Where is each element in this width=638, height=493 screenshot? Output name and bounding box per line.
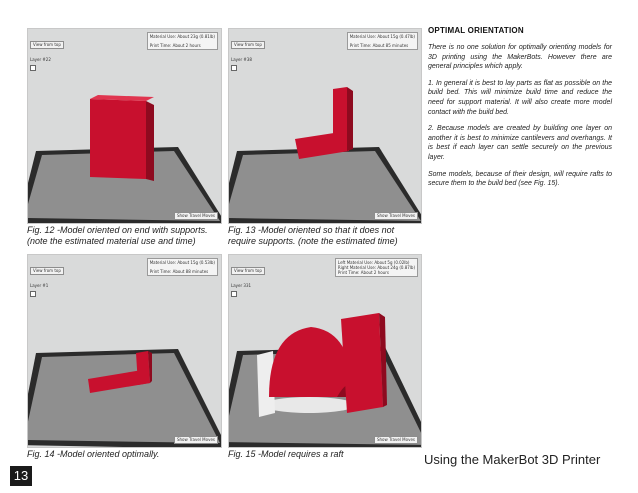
print-estimate-panel: [335, 258, 418, 277]
print-time-text: Print Time: About 2 hours: [337, 270, 389, 275]
show-travel-moves-button[interactable]: Show Travel Moves: [374, 436, 418, 444]
figure-15-scene: [229, 255, 421, 447]
print-estimate-panel: [147, 32, 218, 50]
material-use-text: Material Use: About 15g (0.53lb): [149, 260, 215, 265]
figure-14-screenshot: [27, 254, 222, 448]
page-number: 13: [10, 466, 32, 486]
material-use-text: Material Use: About 15g (0.47lb): [349, 34, 415, 39]
left-material-use-text: Left Material Use: About 5g (0.02lb): [337, 260, 410, 265]
view-from-top-button[interactable]: View from top: [231, 41, 265, 49]
figure-14-caption: [27, 449, 159, 460]
figure-12-screenshot: [27, 28, 222, 224]
layer-slider-handle[interactable]: [30, 65, 36, 71]
print-estimate-panel: [147, 258, 218, 276]
caption-line-1: Fig. 14 -Model oriented optimally.: [27, 449, 160, 459]
show-travel-moves-button[interactable]: Show Travel Moves: [174, 212, 218, 220]
figure-14-scene: [28, 255, 221, 447]
right-material-use-text: Right Material Use: About 24g (0.87lb): [337, 265, 415, 270]
print-time-text: Print Time: About 88 minutes: [149, 269, 209, 274]
show-travel-moves-button[interactable]: Show Travel Moves: [374, 212, 418, 220]
layer-slider-handle[interactable]: [30, 291, 36, 297]
layer-label: Layer 331: [231, 283, 252, 288]
view-from-top-button[interactable]: View from top: [30, 41, 64, 49]
layer-label: Layer #22: [30, 57, 51, 62]
layer-slider-handle[interactable]: [231, 65, 237, 71]
article-paragraph: 1. In general it is best to lay parts as flat as possible on the build bed. This will minimize build time and reduce the need for support material. It will also create more model contact with the build bed.: [428, 79, 612, 116]
print-estimate-panel: [347, 32, 418, 50]
figure-15-caption: [228, 449, 344, 460]
figure-13-scene: [229, 29, 421, 223]
article-paragraph: There is no one solution for optimally orienting models for 3D printing using the MakerBots. However there are general principles which apply.: [428, 44, 612, 71]
caption-line-2: require supports. (note the estimated time): [228, 236, 398, 246]
view-from-top-button[interactable]: View from top: [231, 267, 265, 275]
article-heading: OPTIMAL ORIENTATION: [428, 26, 524, 35]
document-title: Using the MakerBot 3D Printer: [424, 452, 601, 467]
material-use-text: Material Use: About 23g (0.81lb): [149, 34, 215, 39]
layer-slider-handle[interactable]: [231, 291, 237, 297]
caption-line-2: (note the estimated material use and time): [27, 236, 196, 246]
article: [428, 26, 612, 196]
figure-12-scene: [28, 29, 221, 223]
caption-line-1: Fig. 12 -Model oriented on end with supports.: [27, 225, 208, 235]
figure-13-caption: [228, 225, 398, 247]
figure-13-screenshot: [228, 28, 422, 224]
model-part: [341, 313, 383, 413]
model-part: [90, 99, 146, 179]
figure-15-screenshot: [228, 254, 422, 448]
layer-label: Layer #1: [30, 283, 49, 288]
article-paragraph: Some models, because of their design, will require rafts to secure them to the build bed (see Fig. 15).: [428, 170, 612, 188]
model-dome: [269, 327, 353, 397]
view-from-top-button[interactable]: View from top: [30, 267, 64, 275]
raft: [263, 397, 355, 413]
show-travel-moves-button[interactable]: Show Travel Moves: [174, 436, 218, 444]
caption-line-1: Fig. 15 -Model requires a raft: [228, 449, 344, 459]
print-time-text: Print Time: About 2 hours: [149, 43, 201, 48]
layer-label: Layer #38: [231, 57, 252, 62]
print-time-text: Print Time: About 85 minutes: [349, 43, 409, 48]
article-paragraph: 2. Because models are created by building one layer on another it is best to minimize cantilevers and overhangs. It is best if each layer can settle securely on the previous layer.: [428, 125, 612, 161]
figure-12-caption: [27, 225, 208, 247]
caption-line-1: Fig. 13 -Model oriented so that it does not: [228, 225, 395, 235]
